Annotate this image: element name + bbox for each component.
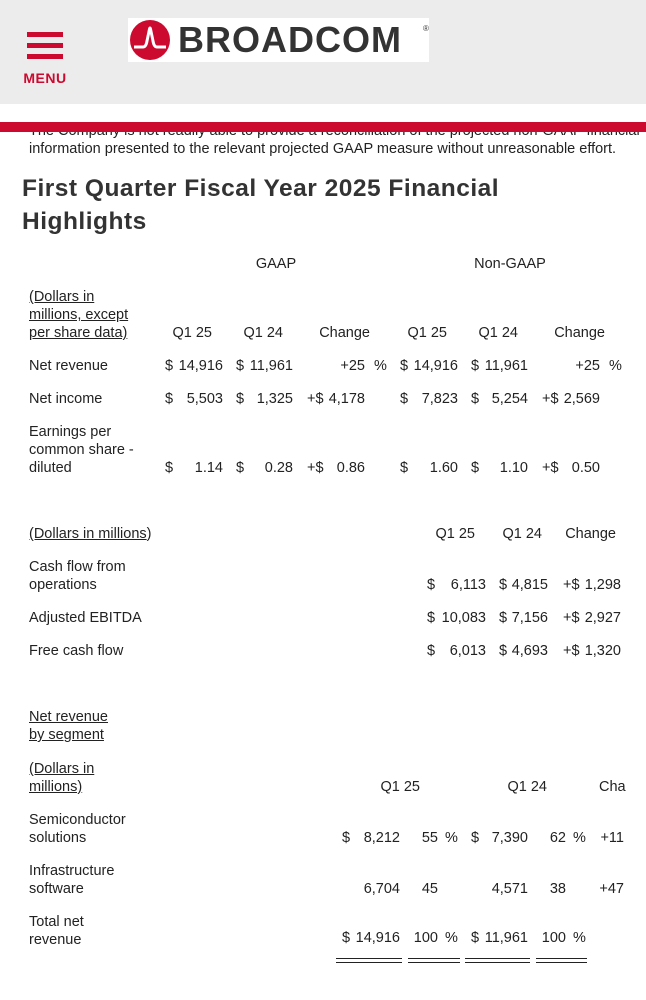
currency-symbol: $ — [400, 460, 409, 476]
currency-symbol: $ — [236, 391, 245, 407]
currency-symbol: $ — [471, 391, 480, 407]
cell-value: 6,113 — [450, 577, 486, 593]
row-label: Free cash flow — [29, 643, 124, 659]
cell-value: 4,571 — [491, 881, 528, 897]
currency-symbol: $ — [471, 830, 480, 846]
row-label-line-3: diluted — [29, 460, 72, 476]
t3-header-line-1: (Dollars in — [29, 761, 95, 777]
cell-value: 14,916 — [355, 930, 400, 946]
cell-value: 11,961 — [249, 358, 293, 374]
currency-symbol: +$ — [563, 577, 580, 593]
cell-percent: 55 — [421, 830, 438, 846]
cell-percent: 100 — [541, 930, 566, 946]
currency-symbol: $ — [400, 358, 409, 374]
logo-text: BROADCOM — [178, 19, 402, 60]
percent-symbol: % — [573, 930, 586, 946]
currency-symbol: $ — [342, 830, 351, 846]
row-label: Infrastructure — [29, 863, 115, 879]
cell-value: 6,704 — [363, 881, 400, 897]
cell-value: 8,212 — [363, 830, 400, 846]
total-double-rule — [408, 958, 460, 963]
cell-value: +25 — [340, 358, 365, 374]
cell-percent: 45 — [421, 881, 438, 897]
currency-symbol: $ — [427, 643, 436, 659]
row-label: Total net — [29, 914, 84, 930]
currency-symbol: +$ — [307, 460, 324, 476]
currency-symbol: $ — [499, 643, 508, 659]
t1-col-nongaap-change: Change — [554, 325, 605, 341]
row-label: Net revenue — [29, 358, 108, 374]
cell-value: 10,083 — [441, 610, 486, 626]
cell-value: +25 — [575, 358, 600, 374]
currency-symbol: +$ — [563, 643, 580, 659]
currency-symbol: $ — [236, 460, 245, 476]
row-label: Net income — [29, 391, 103, 407]
currency-symbol: +$ — [307, 391, 324, 407]
total-double-rule — [536, 958, 587, 963]
currency-symbol: $ — [400, 391, 409, 407]
row-label: Adjusted EBITDA — [29, 610, 142, 626]
t1-col-gaap-change: Change — [319, 325, 370, 341]
percent-symbol: % — [573, 830, 586, 846]
t1-header-line-2: millions, except — [29, 307, 129, 323]
cell-value: 1,320 — [584, 643, 621, 659]
broadcom-logo[interactable] — [128, 18, 429, 62]
row-label: Semiconductor — [29, 812, 126, 828]
page-title: First Quarter Fiscal Year 2025 Financial Highlights — [22, 175, 500, 235]
cell-percent: 38 — [549, 881, 566, 897]
t3-col-q124: Q1 24 — [507, 779, 547, 795]
cell-value: 7,823 — [421, 391, 458, 407]
cell-value: 1.14 — [194, 460, 223, 476]
cell-value: 7,390 — [491, 830, 528, 846]
row-label: Earnings per — [29, 424, 112, 440]
t2-header-paren: ) — [146, 526, 152, 542]
gaap-group-header: GAAP — [255, 256, 297, 272]
cell-value: 4,693 — [511, 643, 548, 659]
t3-section-line-2: by segment — [29, 727, 104, 743]
cell-value: 14,916 — [413, 358, 458, 374]
currency-symbol: $ — [236, 358, 245, 374]
percent-symbol: % — [609, 358, 622, 374]
cell-percent: 100 — [413, 930, 438, 946]
currency-symbol: $ — [165, 391, 174, 407]
currency-symbol: +$ — [563, 610, 580, 626]
nongaap-group-header: Non-GAAP — [474, 256, 546, 272]
row-label-line-2: software — [29, 881, 84, 897]
row-label-line-2: solutions — [29, 830, 87, 846]
menu-icon-bar-3 — [27, 54, 63, 59]
cell-value: 2,569 — [563, 391, 600, 407]
cell-value: 5,503 — [186, 391, 223, 407]
menu-button[interactable] — [22, 32, 68, 88]
t1-header-line-1: (Dollars in — [29, 289, 95, 305]
cell-value: 14,916 — [178, 358, 223, 374]
t1-col-nongaap-q125: Q1 25 — [407, 325, 447, 341]
currency-symbol: +$ — [542, 460, 559, 476]
t1-col-gaap-q125: Q1 25 — [172, 325, 212, 341]
t2-header — [29, 525, 151, 543]
currency-symbol: $ — [342, 930, 351, 946]
t2-col-change: Change — [565, 526, 616, 542]
cell-value: 1,298 — [584, 577, 621, 593]
note-line-2: information presented to the relevant projected GAAP measure without unreasonable effort. — [29, 141, 617, 157]
cell-value: 2,927 — [584, 610, 621, 626]
menu-icon — [27, 32, 63, 37]
total-double-rule — [336, 958, 402, 963]
cell-value: 0.50 — [571, 460, 600, 476]
total-double-rule — [465, 958, 530, 963]
cell-percent: 62 — [549, 830, 566, 846]
cell-value: +47 — [599, 881, 624, 897]
cell-value: 0.28 — [264, 460, 293, 476]
currency-symbol: $ — [165, 358, 174, 374]
site-header — [0, 0, 646, 104]
broadcom-pulse-icon — [130, 20, 170, 60]
currency-symbol: $ — [499, 610, 508, 626]
cell-value: 6,013 — [449, 643, 486, 659]
cell-value: 7,156 — [511, 610, 548, 626]
t3-col-change: Cha — [599, 779, 626, 795]
t1-col-gaap-q124: Q1 24 — [243, 325, 283, 341]
currency-symbol: $ — [471, 460, 480, 476]
percent-symbol: % — [445, 930, 458, 946]
row-label-line-2: operations — [29, 577, 97, 593]
menu-icon-bar-2 — [27, 43, 63, 48]
currency-symbol: $ — [499, 577, 508, 593]
cell-value: 1.10 — [499, 460, 528, 476]
t2-col-q125: Q1 25 — [435, 526, 475, 542]
t3-section-line-1: Net revenue — [29, 709, 108, 725]
row-label: Cash flow from — [29, 559, 126, 575]
cell-value: 11,961 — [484, 930, 528, 946]
menu-label: MENU — [23, 70, 67, 86]
cell-value: 0.86 — [336, 460, 365, 476]
t1-header-line-3: per share data) — [29, 325, 128, 341]
cell-value: 4,815 — [511, 577, 548, 593]
cell-value: 1.60 — [429, 460, 458, 476]
row-label-line-2: revenue — [29, 932, 82, 948]
registered-mark: ® — [423, 24, 429, 33]
cell-value: 5,254 — [491, 391, 528, 407]
currency-symbol: $ — [471, 358, 480, 374]
t3-col-q125: Q1 25 — [380, 779, 420, 795]
currency-symbol: $ — [427, 610, 436, 626]
cell-value: 11,961 — [484, 358, 528, 374]
t1-col-nongaap-q124: Q1 24 — [478, 325, 518, 341]
header-accent-bar-overlay — [0, 122, 646, 132]
t3-header-line-2: millions) — [29, 779, 83, 795]
cell-value: +11 — [600, 830, 624, 846]
t2-col-q124: Q1 24 — [502, 526, 542, 542]
percent-symbol: % — [445, 830, 458, 846]
cell-value: 4,178 — [328, 391, 365, 407]
cell-value: 1,325 — [256, 391, 293, 407]
percent-symbol: % — [374, 358, 387, 374]
currency-symbol: $ — [165, 460, 174, 476]
currency-symbol: $ — [471, 930, 480, 946]
row-label-line-2: common share - — [29, 442, 134, 458]
currency-symbol: $ — [427, 577, 436, 593]
currency-symbol: +$ — [542, 391, 559, 407]
t2-header-text: (Dollars in millions — [29, 526, 147, 542]
